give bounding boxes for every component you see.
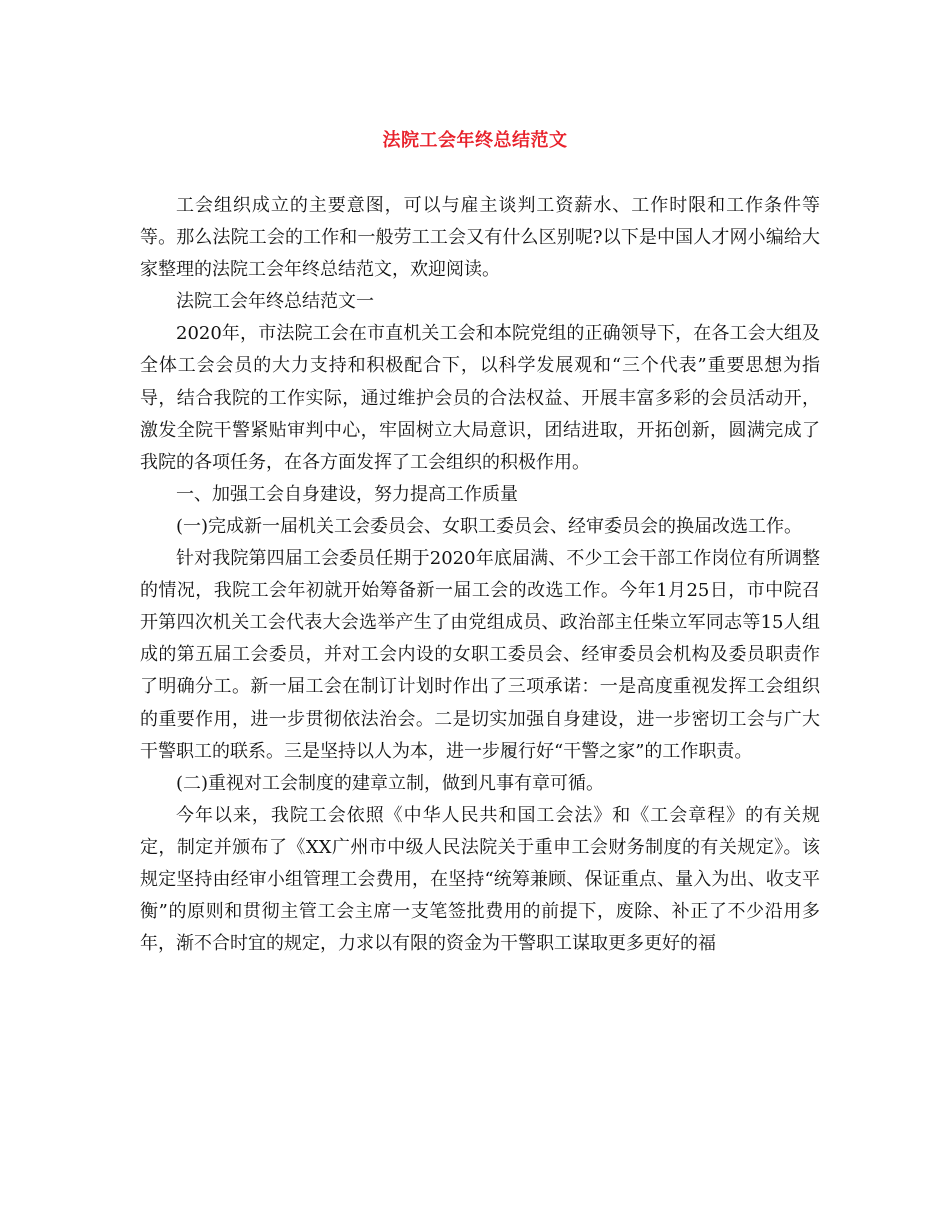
paragraph-section-heading: 法院工会年终总结范文一	[176, 291, 374, 313]
paragraph-intro: 工会组织成立的主要意图，可以与雇主谈判工资薪水、工作时限和工作条件等等。那么法院工会的工作和一般劳工工会又有什么区别呢?以下是中国人才网小编给大家整理的法院工会年终总结范文，欢迎阅读。	[140, 195, 820, 281]
paragraph-subheading-1: (一)完成新一届机关工会委员会、女职工委员会、经审委员会的换届改选工作。	[176, 515, 803, 537]
paragraph-election: 针对我院第四届工会委员任期于2020年底届满、不少工会干部工作岗位有所调整的情况，我院工会年初就开始筹备新一届工会的改选工作。今年1月25日，市中院召开第四次机关工会代表大会选举产生了由党组成员、政治部主任柴立军同志等15人组成的第五届工会委员，并对工会内设的女职工委员会、经审委员会机构及委员职责作了明确分工。新一届工会在制订计划时作出了三项承诺：一是高度重视发挥工会组织的重要作用，进一步贯彻依法治会。二是切实加强自身建设，进一步密切工会与广大干警职工的联系。三是坚持以人为本，进一步履行好“干警之家”的工作职责。	[140, 548, 820, 762]
paragraph-subheading-2: (二)重视对工会制度的建章立制，做到凡事有章可循。	[176, 772, 605, 794]
paragraph-heading-1: 一、加强工会自身建设，努力提高工作质量	[176, 483, 518, 505]
paragraph-regulations: 今年以来，我院工会依照《中华人民共和国工会法》和《工会章程》的有关规定，制定并颁布了《XX广州市中级人民法院关于重申工会财务制度的有关规定》。该规定坚持由经审小组管理工会费用，在坚持“统筹兼顾、保证重点、量入为出、收支平衡”的原则和贯彻主管工会主席一支笔签批费用的前提下，废除、补正了不少沿用多年，渐不合时宜的规定，力求以有限的资金为干警职工谋取更多更好的福	[140, 804, 820, 955]
document-body	[140, 190, 820, 960]
paragraph-overview: 2020年，市法院工会在市直机关工会和本院党组的正确领导下，在各工会大组及全体工会会员的大力支持和积极配合下，以科学发展观和“三个代表”重要思想为指导，结合我院的工作实际，通过维护会员的合法权益、开展丰富多彩的会员活动开，激发全院干警紧贴审判中心，牢固树立大局意识，团结进取，开拓创新，圆满完成了我院的各项任务，在各方面发挥了工会组织的积极作用。	[140, 323, 820, 473]
document-title: 法院工会年终总结范文	[382, 130, 568, 151]
